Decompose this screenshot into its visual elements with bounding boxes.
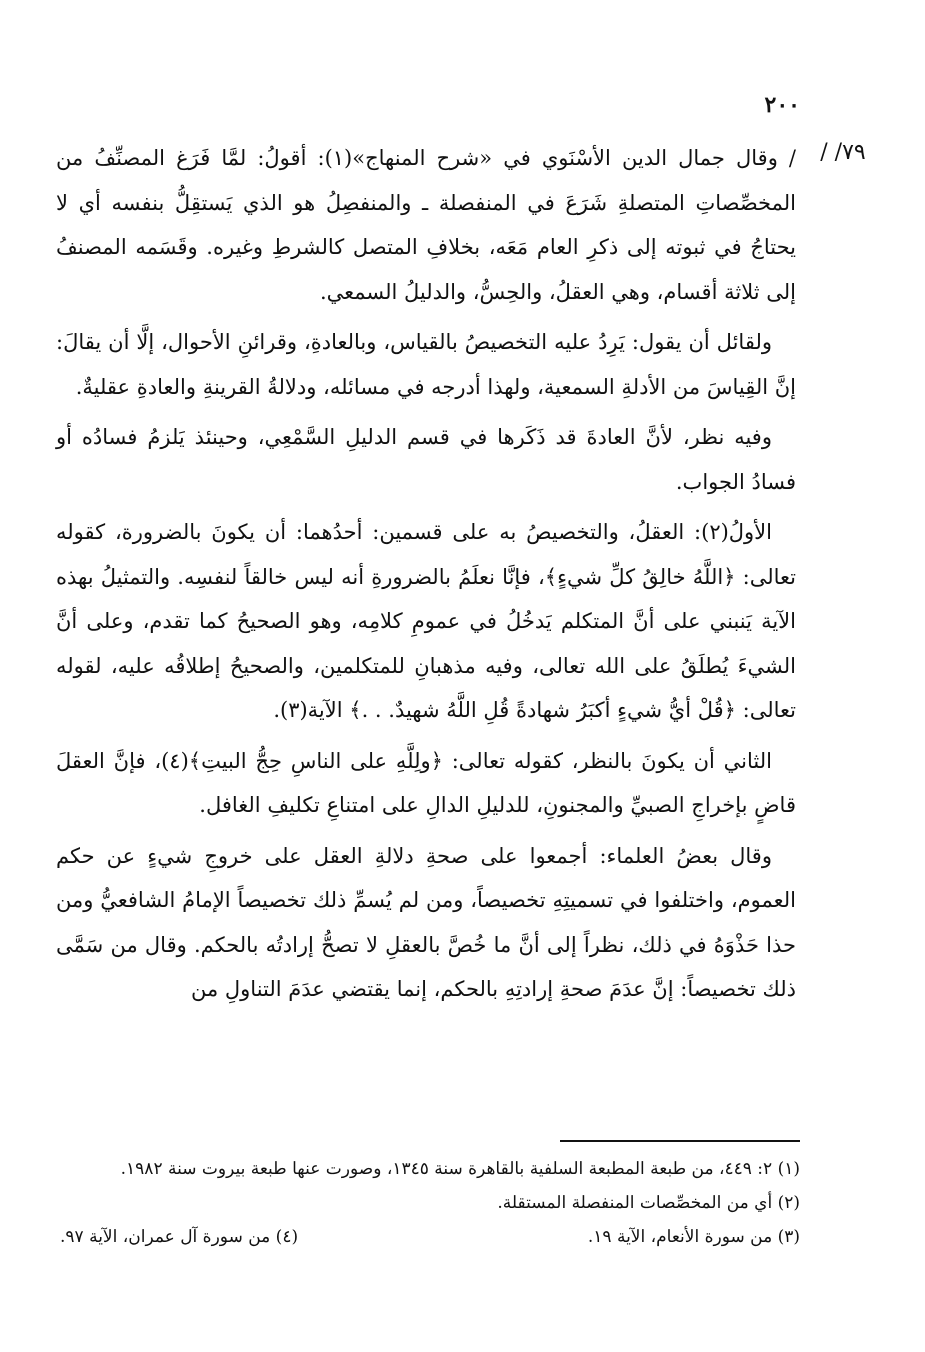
paragraph: ولقائل أن يقول: يَرِدُ عليه التخصيصُ بالقياس، وبالعادةِ، وقرائنِ الأحوال، إلَّا أن يقالَ: إنَّ القِياسَ من الأدلةِ السمعية، ولهذا أدرجه في مسائله، ودلالةُ القرينةِ والعادةِ عقليةٌ.	[56, 330, 796, 399]
paragraph: وفيه نظر، لأنَّ العادةَ قد ذَكَرها في قسم الدليلِ السَّمْعِي، وحينئذ يَلزمُ فسادُه أو فسادُ الجواب.	[56, 425, 796, 494]
paragraph: وقال بعضُ العلماء: أجمعوا على صحةِ دلالةِ العقل على خروجِ شيءٍ عن حكم العموم، واختلفوا في تسميتِهِ تخصيصاً، ومن لم يُسمِّ ذلك تخصيصاً الإمامُ الشافعيُّ ومن حذا حَذْوَهُ في ذلك، نظراً إلى أنَّ ما خُصَّ بالعقلِ لا تصحُّ إرادتُه بالحكم. وقال من سَمَّى ذلك تخصيصاً: إنَّ عدَمَ صحةِ إرادتِهِ بالحكم، إنما يقتضي عدَمَ التناولِ من	[56, 843, 796, 1001]
body-text	[56, 136, 796, 1018]
page-number: ٢٠٠	[764, 92, 800, 118]
footnote-4: (٤) من سورة آل عمران، الآية ٩٧.	[60, 1227, 299, 1247]
paragraph: الأولُ(٢): العقلُ، والتخصيصُ به على قسمين: أحدُهما: أن يكونَ بالضرورة، كقوله تعالى: ﴿اللَّهُ خالِقُ كلِّ شيءٍ﴾، فإنَّا نعلَمُ بالضرورةِ أنه ليس خالقاً لنفسِه. والتمثيلُ بهذه الآية يَنبني على أنَّ المتكلم يَدخُلُ في عمومِ كلامِه، وهو الصحيحُ كما تقدم، وعلى أنَّ الشيءَ يُطلَقُ على الله تعالى، وفيه مذهبانِ للمتكلمين، والصحيحُ إطلاقُه عليه، لقوله تعالى: ﴿قُلْ أيُّ شيءٍ أكبَرُ شهادةً قُلِ اللَّهُ شهيدٌ. . .﴾ الآية(٣).	[56, 520, 797, 722]
footnote-row	[60, 1220, 800, 1254]
footnote-2: (٢) أي من المخصِّصات المنفصلة المستقلة.	[497, 1193, 800, 1213]
margin-reference: ٧٩/ /	[820, 140, 866, 165]
footnote-3: (٣) من سورة الأنعام، الآية ١٩.	[587, 1227, 800, 1247]
footnotes	[60, 1152, 800, 1254]
footnote-separator	[560, 1140, 800, 1142]
paragraph: الثاني أن يكونَ بالنظر، كقوله تعالى: ﴿ولِلَّهِ على الناسِ حِجُّ البيتِ﴾(٤)، فإنَّ العقلَ قاضٍ بإخراجِ الصبيِّ والمجنونِ، للدليلِ الدالِ على امتناعِ تكليفِ الغافل.	[56, 748, 796, 817]
paragraph: / وقال جمال الدين الأسْنَوي في «شرح المنهاج»(١): أقولُ: لمَّا فَرَغ المصنِّفُ من المخصِّصاتِ المتصلةِ شَرَعَ في المنفصلة ـ والمنفصِلُ هو الذي يَستقِلُّ بنفسه أي لا يحتاجُ في ثبوته إلى ذكرِ العام مَعَه، بخلافِ المتصل كالشرطِ وغيره. وقَسَمه المصنفُ إلى ثلاثة أقسام، وهي العقلُ، والحِسُّ، والدليلُ السمعي.	[56, 146, 797, 304]
footnote-1: (١) ٢: ٤٤٩، من طبعة المطبعة السلفية بالقاهرة سنة ١٣٤٥، وصورت عنها طبعة بيروت سنة ١٩٨٢.	[120, 1159, 800, 1179]
